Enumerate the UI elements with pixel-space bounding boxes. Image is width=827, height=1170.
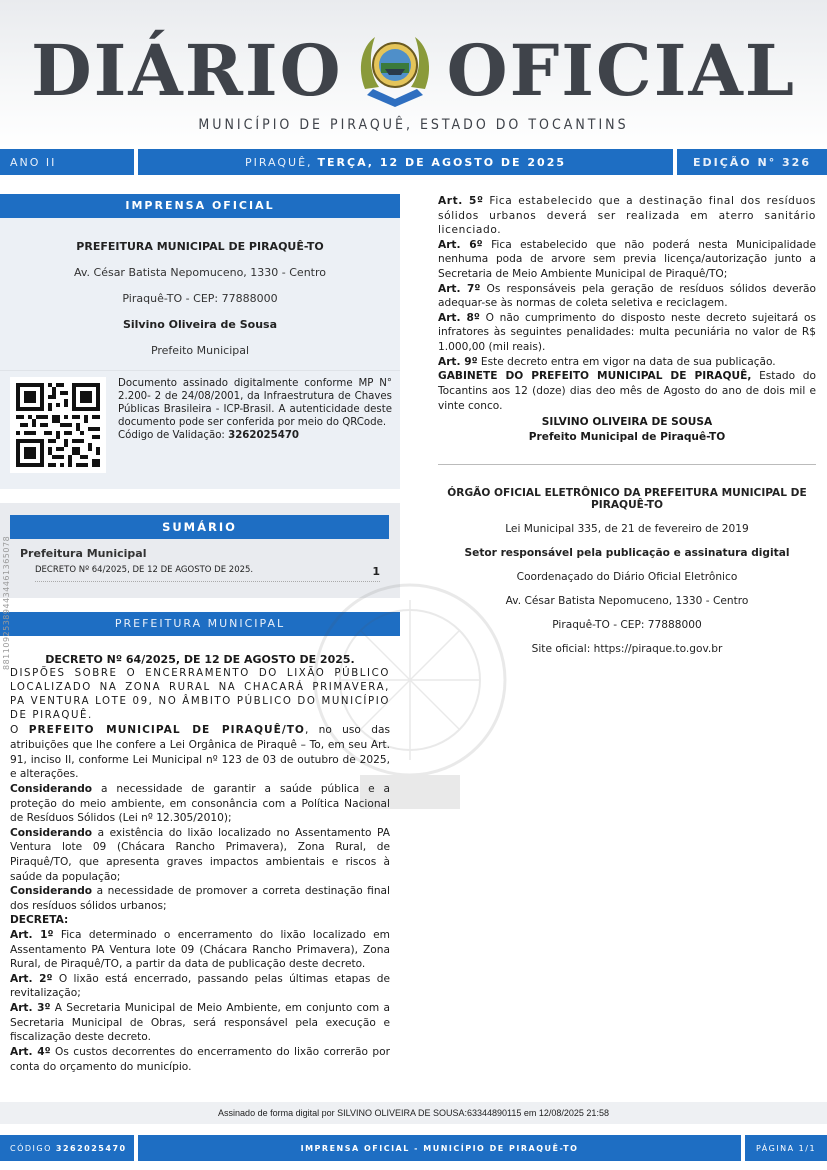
- art2-label: Art. 2º: [10, 972, 53, 985]
- divider: [438, 464, 816, 465]
- orgao-coord: Coordenaçado do Diário Oficial Eletrônico: [516, 571, 738, 584]
- art4-text: Os custos decorrentes do encerramento do lixão correrão por conta do orçamento do município.: [10, 1045, 390, 1073]
- art5-text: Fica estabelecido que a destinação final dos resíduos sólidos urbanos deverá ser realizada em aterro sanitário licenciado.: [438, 195, 817, 237]
- masthead-subtitle: MUNICÍPIO DE PIRAQUÊ, ESTADO DO TOCANTINS: [198, 117, 629, 133]
- decree-considerando-2: [10, 826, 390, 884]
- certificate-text: [118, 377, 392, 473]
- imprensa-panel: [0, 194, 400, 489]
- art4-label: Art. 4º: [10, 1045, 51, 1058]
- orgao-info: [438, 487, 816, 655]
- c1-text: a necessidade de garantir a saúde pública e a proteção do meio ambiente, em consonância com a Política Nacional de Resíduos Sólidos (Lei nº 12.305/2010);: [10, 782, 390, 825]
- c2-label: Considerando: [10, 826, 93, 839]
- decree-ementa: DISPÕES SOBRE O ENCERRAMENTO DO LIXÃO PÚBLICO LOCALIZADO NA ZONA RURAL NA CHACARÁ PRIMAVERA, PA VENTURA LOTE 09, NO ÂMBITO PÚBLICO DO MUNICÍPIO DE PIRAQUÊ.: [10, 668, 390, 722]
- decree-art-9: [438, 355, 816, 370]
- prefeitura-section-header: PREFEITURA MUNICIPAL: [0, 612, 400, 636]
- orgao-title: ÓRGÃO OFICIAL ELETRÔNICO DA PREFEITURA MUNICIPAL DE PIRAQUÊ-TO: [447, 487, 807, 512]
- footer-code-value: 3262025470: [55, 1143, 127, 1153]
- art1-text: Fica determinado o encerramento do lixão localizado em Assentamento PA Ventura lote 09 (Chácara Rancho Primavera), Zona Rural, de Piraquê/TO, a partir da data de publicação deste decreto.: [10, 929, 390, 971]
- decree-intro-pre: O: [10, 724, 19, 737]
- orgao-address: Av. César Batista Nepomuceno, 1330 - Centro: [505, 595, 749, 608]
- decree-art-2: [10, 972, 390, 1001]
- summary-header: SUMÁRIO: [10, 515, 389, 539]
- footer-code-label: CÓDIGO: [10, 1143, 52, 1153]
- imprensa-cep: Piraquê-TO - CEP: 77888000: [122, 292, 278, 305]
- masthead: [0, 0, 827, 148]
- edition-date-value: TERÇA, 12 DE AGOSTO DE 2025: [317, 155, 567, 169]
- decree-art-6: [438, 238, 816, 282]
- art6-label: Art. 6º: [438, 238, 483, 251]
- orgao-lei: Lei Municipal 335, de 21 de fevereiro de 2019: [505, 523, 749, 536]
- art3-text: A Secretaria Municipal de Meio Ambiente, em conjunto com a Secretaria Municipal de Obras, será responsável pela execução e fiscalização deste decreto.: [10, 1002, 390, 1044]
- c3-text: a necessidade de promover a correta destinação final dos resíduos sólidos urbanos;: [10, 885, 390, 912]
- edition-city: PIRAQUÊ,: [244, 155, 313, 169]
- signer-role: Prefeito Municipal de Piraquê-TO: [528, 430, 726, 443]
- summary-group: Prefeitura Municipal: [20, 547, 147, 560]
- gabinete-line: [438, 369, 816, 413]
- c3-label: Considerando: [10, 885, 93, 898]
- art2-text: O lixão está encerrado, passando pelas últimas etapas de revitalização;: [10, 972, 391, 1000]
- art6-text: Fica estabelecido que não poderá nesta Municipalidade nenhuma poda de arvore sem previa licença/autorização junto a Secretaria de Meio Ambiente Municipal de Piraquê/TO;: [438, 238, 816, 281]
- art7-label: Art. 7º: [438, 282, 481, 295]
- decree-title: DECRETO Nº 64/2025, DE 12 DE AGOSTO DE 2025.: [45, 653, 355, 666]
- decree-continued: [438, 194, 816, 413]
- decree-art-3: [10, 1001, 390, 1045]
- signer-name: SILVINO OLIVEIRA DE SOUSA: [541, 416, 713, 429]
- footer-page: PÁGINA 1/1: [745, 1135, 827, 1161]
- footer-code: [0, 1135, 134, 1161]
- edition-date: [138, 149, 673, 175]
- imprensa-role: Prefeito Municipal: [150, 344, 250, 357]
- art5-label: Art. 5º: [438, 195, 484, 207]
- imprensa-org: PREFEITURA MUNICIPAL DE PIRAQUÊ-TO: [76, 240, 324, 253]
- art7-text: Os responsáveis pela geração de resíduos sólidos deverão adequar-se às normas de coleta seletiva e reciclagem.: [438, 282, 817, 310]
- edition-bar: [0, 149, 827, 175]
- art8-label: Art. 8º: [438, 311, 480, 324]
- decree-intro-post: , no uso das atribuições que lhe confere a Lei Orgânica de Piraquê – To, em seu Art. 91, inciso II, conforme Lei Municipal nº 123 de 03 de outubro de 2025, e alterações.: [10, 724, 390, 781]
- right-column: [438, 194, 816, 667]
- ano-label: ANO II: [0, 149, 134, 175]
- certificate-box: [0, 370, 400, 489]
- art9-label: Art. 9º: [438, 355, 478, 368]
- title-diario: DIÁRIO: [30, 29, 343, 112]
- decree-art-5: [438, 194, 816, 238]
- side-verification-code: 881109253894434461365078: [2, 535, 11, 670]
- signature-block: [438, 415, 816, 444]
- imprensa-info: [0, 218, 400, 357]
- art9-text: Este decreto entra em vigor na data de sua publicação.: [480, 355, 776, 368]
- certificate-body: Documento assinado digitalmente conforme MP N° 2.200- 2 de 24/08/2001, da Infraestrutura de Chaves Públicas Brasileira - ICP-Brasil. A autenticidade deste documento pode ser conferida por meio do QRCode.: [118, 378, 392, 429]
- decree-art-1: [10, 928, 390, 972]
- masthead-title: [0, 26, 827, 116]
- c1-label: Considerando: [10, 782, 93, 795]
- decree-considerando-3: [10, 884, 390, 913]
- municipal-crest-icon: [353, 29, 437, 113]
- orgao-site: Site oficial: https://piraque.to.gov.br: [531, 643, 723, 656]
- qrcode-icon: [16, 383, 100, 467]
- art8-text: O não cumprimento do disposto neste decreto sujeitará os infratores às seguintes penalidades: multa pecuniária no valor de R$ 1.000,00 (mil reais).: [438, 311, 817, 354]
- title-oficial: OFICIAL: [446, 29, 797, 112]
- decree-decreta: [10, 913, 390, 928]
- decree-art-4: [10, 1045, 390, 1074]
- art3-label: Art. 3º: [10, 1002, 51, 1015]
- footer-bar: [0, 1135, 827, 1161]
- footer-title: IMPRENSA OFICIAL - MUNICÍPIO DE PIRAQUÊ-TO: [138, 1135, 741, 1161]
- decree-art-8: [438, 311, 816, 355]
- digital-signature-line: Assinado de forma digital por SILVINO OLIVEIRA DE SOUSA:63344890115 em 12/08/2025 21:58: [0, 1102, 827, 1124]
- validation-qrcode[interactable]: [10, 377, 106, 473]
- c2-text: a existência do lixão localizado no Assentamento PA Ventura lote 09 (Chácara Rancho Primavera), Zona Rural, de Piraquê/TO, que apresenta graves impactos ambientais e riscos à saúde da população;: [10, 826, 390, 883]
- imprensa-mayor: Silvino Oliveira de Sousa: [122, 318, 278, 331]
- certificate-code: 3262025470: [228, 430, 299, 442]
- certificate-code-label: Código de Validação:: [118, 430, 225, 442]
- orgao-cep: Piraquê-TO - CEP: 77888000: [552, 619, 702, 632]
- summary-item-label: DECRETO Nº 64/2025, DE 12 DE AGOSTO DE 2025.: [35, 565, 254, 575]
- art1-label: Art. 1º: [10, 929, 54, 942]
- orgao-setor: Setor responsável pela publicação e assinatura digital: [464, 547, 790, 560]
- summary-item-page: 1: [372, 565, 380, 578]
- gabinete-label: GABINETE DO PREFEITO MUNICIPAL DE PIRAQUÊ,: [438, 370, 752, 383]
- decree-art-7: [438, 282, 816, 311]
- imprensa-header: IMPRENSA OFICIAL: [0, 194, 400, 218]
- decree-intro-bold: PREFEITO MUNICIPAL DE PIRAQUÊ/TO: [28, 724, 305, 737]
- imprensa-address: Av. César Batista Nepomuceno, 1330 - Centro: [73, 266, 326, 279]
- edition-number: EDIÇÃO N° 326: [677, 149, 827, 175]
- decreta-label: DECRETA:: [10, 914, 69, 927]
- gabinete-text: Estado do Tocantins aos 12 (doze) dias deo mês de Agosto do ano de dois mil e vinte conco.: [438, 370, 816, 412]
